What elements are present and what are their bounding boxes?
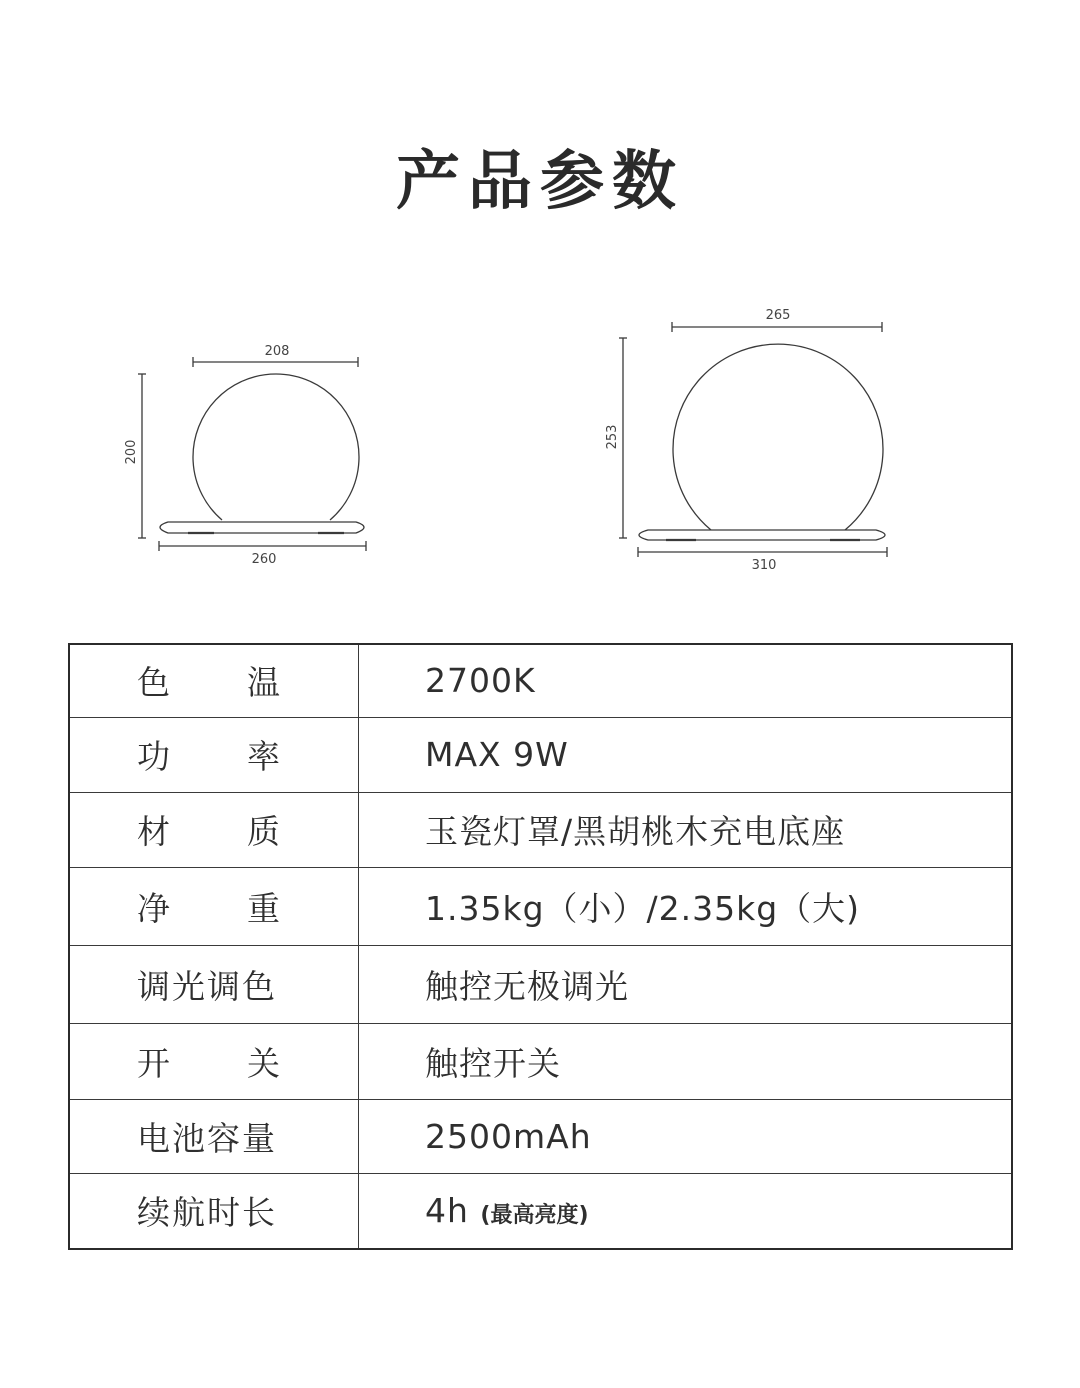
spec-value: 触控开关: [359, 1023, 1013, 1099]
spec-label: [137, 731, 280, 778]
spec-label-char: 关: [247, 1043, 280, 1083]
small-base-width-label: 260: [251, 552, 277, 567]
spec-label: [137, 883, 280, 930]
spec-row: [69, 1099, 1012, 1173]
spec-value: 玉瓷灯罩/黑胡桃木充电底座: [359, 792, 1013, 867]
spec-row: [69, 945, 1012, 1023]
spec-label-char: 材: [137, 812, 170, 851]
spec-label: [137, 1113, 280, 1160]
spec-row: [69, 792, 1012, 867]
large-width-label: 265: [765, 308, 791, 323]
large-lamp-globe: [673, 344, 883, 530]
spec-label-cell: [69, 945, 359, 1023]
product-dimension-drawing: [0, 290, 1080, 610]
small-lamp-drawing: [138, 357, 366, 551]
spec-label-char: 功: [137, 737, 170, 776]
spec-value: 触控无极调光: [359, 945, 1013, 1023]
spec-label-text: 续航时长: [137, 1193, 277, 1233]
spec-label-char: 开: [137, 1043, 170, 1083]
spec-label-text: 电池容量: [137, 1118, 277, 1158]
spec-label-char: 净: [137, 888, 170, 928]
spec-value: 4h: [425, 1191, 481, 1231]
spec-label-char: 率: [247, 737, 280, 776]
spec-label-char: 质: [247, 812, 280, 851]
spec-label-cell: [69, 867, 359, 945]
spec-row: [69, 1023, 1012, 1099]
spec-label-cell: [69, 717, 359, 792]
small-height-label: 200: [124, 439, 139, 465]
large-lamp-base: [639, 530, 885, 540]
spec-label: [137, 806, 280, 853]
large-base-width-label: 310: [751, 558, 777, 573]
spec-value: 1.35kg（小）/2.35kg（大): [359, 867, 1013, 945]
page-title: 产品参数: [396, 145, 684, 219]
spec-label: [137, 1038, 280, 1085]
spec-row: [69, 717, 1012, 792]
spec-row: [69, 867, 1012, 945]
large-height-label: 253: [605, 424, 620, 450]
spec-label-cell: [69, 1173, 359, 1249]
spec-row: [69, 1173, 1012, 1249]
spec-label-cell: [69, 644, 359, 717]
small-lamp-globe: [193, 374, 359, 520]
spec-label-cell: [69, 792, 359, 867]
small-width-label: 208: [264, 344, 290, 359]
dimension-diagram-svg: [0, 290, 1080, 610]
spec-value: 2500mAh: [359, 1099, 1013, 1173]
spec-label: [137, 961, 280, 1008]
large-lamp-drawing: [619, 322, 887, 557]
spec-label-char: 温: [247, 663, 280, 703]
spec-value-cell: [359, 1173, 1013, 1249]
spec-value: MAX 9W: [359, 717, 1013, 792]
spec-label-cell: [69, 1099, 359, 1173]
spec-row: [69, 644, 1012, 717]
spec-value-note: (最高亮度): [480, 1203, 589, 1229]
spec-table: [68, 643, 1013, 1250]
spec-label: [137, 657, 280, 704]
spec-label: [137, 1187, 280, 1234]
spec-label-text: 调光调色: [137, 966, 277, 1006]
spec-label-char: 重: [247, 888, 280, 928]
spec-label-char: 色: [137, 663, 170, 703]
small-lamp-base: [160, 522, 364, 533]
spec-value: 2700K: [359, 644, 1013, 717]
spec-label-cell: [69, 1023, 359, 1099]
